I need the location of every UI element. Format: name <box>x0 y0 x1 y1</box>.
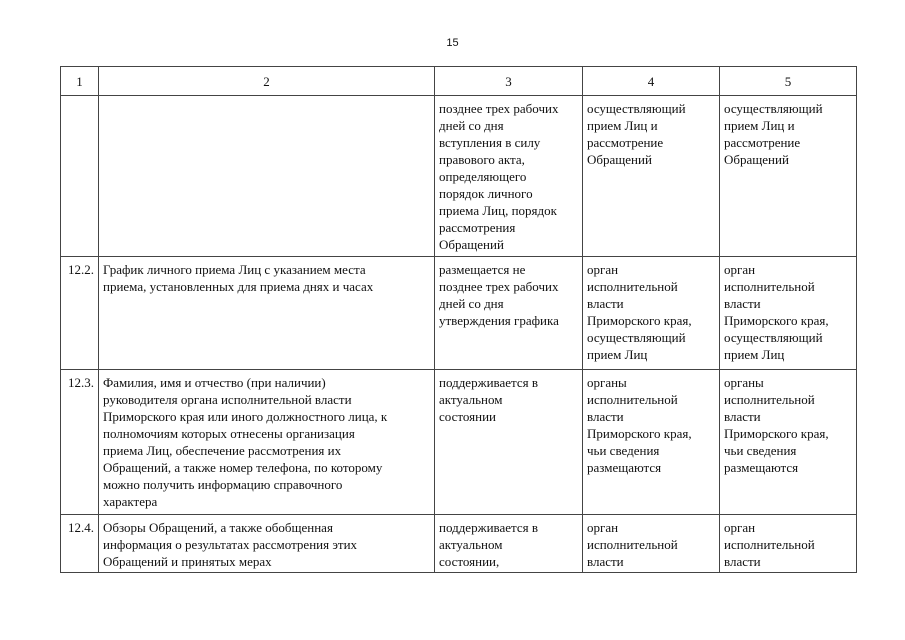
responsible-text: орган исполнительной власти Приморского края, осуществляющий прием Лиц <box>587 262 692 362</box>
row-number-cell <box>61 515 99 573</box>
placement-text: орган исполнительной власти <box>724 520 815 569</box>
info-cell <box>99 257 435 370</box>
column-header-5: 5 <box>720 67 857 96</box>
deadline-text: поддерживается в актуальном состоянии, <box>439 520 539 569</box>
table-row <box>61 257 857 370</box>
placement-cell <box>720 370 857 515</box>
row-number: 12.2. <box>68 262 94 277</box>
table-row <box>61 515 857 573</box>
row-number: 12.3. <box>68 375 94 390</box>
deadline-cell <box>435 96 583 257</box>
row-number: 12.4. <box>68 520 94 535</box>
deadline-text: позднее трех рабочих дней со дня вступления в силу правового акта, определяющего порядок личного приема Лиц, порядок рассмотрения Обращений <box>439 101 559 252</box>
responsible-cell <box>583 96 720 257</box>
responsible-text: органы исполнительной власти Приморского края, чьи сведения размещаются <box>587 375 692 475</box>
page-number: 15 <box>446 37 459 49</box>
responsible-text: осуществляющий прием Лиц и рассмотрение Обращений <box>587 101 686 167</box>
info-cell <box>99 96 435 257</box>
table-row <box>61 370 857 515</box>
deadline-cell <box>435 257 583 370</box>
info-text: Фамилия, имя и отчество (при наличии) руководителя органа исполнительной власти Приморского края или иного должностного лица, к полномочиям которых отнесены организация приема Лиц, обеспечение рассмотрения их Обращений, а также номер телефона, по которому можно получить информацию справочного характера <box>103 375 388 509</box>
row-number-cell <box>61 370 99 515</box>
column-header-4: 4 <box>583 67 720 96</box>
responsible-cell <box>583 257 720 370</box>
column-header-3: 3 <box>435 67 583 96</box>
placement-text: осуществляющий прием Лиц и рассмотрение Обращений <box>724 101 823 167</box>
placement-cell <box>720 96 857 257</box>
responsible-text: орган исполнительной власти <box>587 520 678 569</box>
placement-cell <box>720 257 857 370</box>
placement-text: орган исполнительной власти Приморского края, осуществляющий прием Лиц <box>724 262 829 362</box>
column-header-1: 1 <box>61 67 99 96</box>
info-text: Обзоры Обращений, а также обобщенная информация о результатах рассмотрения этих Обращений и принятых мерах <box>103 520 358 569</box>
row-number-cell <box>61 96 99 257</box>
document-table <box>60 66 857 573</box>
deadline-text: размещается не позднее трех рабочих дней со дня утверждения графика <box>439 262 559 328</box>
responsible-cell <box>583 515 720 573</box>
placement-cell <box>720 515 857 573</box>
deadline-cell <box>435 370 583 515</box>
row-number-cell <box>61 257 99 370</box>
info-cell <box>99 370 435 515</box>
responsible-cell <box>583 370 720 515</box>
column-header-2: 2 <box>99 67 435 96</box>
info-cell <box>99 515 435 573</box>
table-row <box>61 96 857 257</box>
deadline-text: поддерживается в актуальном состоянии <box>439 375 539 424</box>
info-text: График личного приема Лиц с указанием места приема, установленных для приема днях и часах <box>103 262 374 294</box>
placement-text: органы исполнительной власти Приморского края, чьи сведения размещаются <box>724 375 829 475</box>
deadline-cell <box>435 515 583 573</box>
table-header-row <box>61 67 857 96</box>
